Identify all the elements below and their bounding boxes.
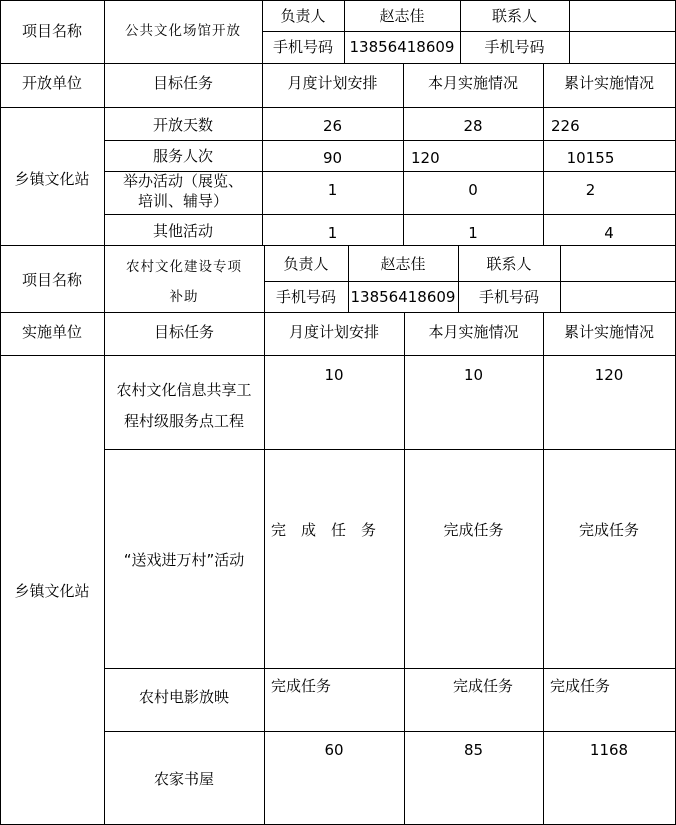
header1-target: 目标任务 xyxy=(152,74,213,92)
section1-row2-task: 服务人次 xyxy=(152,147,213,165)
section2-row3-task: 农村电影放映 xyxy=(138,688,229,706)
header2-unit: 实施单位 xyxy=(21,323,82,341)
section2-unit: 乡镇文化站 xyxy=(14,582,90,600)
section2-row1-actual: 10 xyxy=(463,366,484,384)
section1-unit: 乡镇文化站 xyxy=(14,170,90,188)
section2-row4-cumulative: 1168 xyxy=(589,741,629,759)
section2-row2-cumulative: 完成任务 xyxy=(578,521,639,539)
section2-row1-task-line2: 程村级服务点工程 xyxy=(123,412,244,430)
header1-monthly-actual: 本月实施情况 xyxy=(427,74,518,92)
project1-phone-number: 13856418609 xyxy=(349,38,455,56)
section1-row3-actual: 0 xyxy=(468,181,478,199)
section1-row3-plan: 1 xyxy=(327,181,338,199)
project2-contact-label: 联系人 xyxy=(486,255,532,273)
project1-name-label: 项目名称 xyxy=(21,22,82,40)
section2-row4-plan: 60 xyxy=(324,741,344,759)
section1-row4-task: 其他活动 xyxy=(152,222,213,240)
project2-leader-name: 赵志佳 xyxy=(380,255,426,273)
header1-unit: 开放单位 xyxy=(21,74,82,92)
section2-row2-task: “送戏进万村”活动 xyxy=(123,551,245,569)
section1-row1-actual: 28 xyxy=(463,117,483,135)
section1-row3-cumulative: 2 xyxy=(585,181,596,199)
section1-row3-task-line2: 培训、辅导） xyxy=(137,192,228,210)
project2-phone-label: 手机号码 xyxy=(275,288,336,306)
section2-row2-plan: 完 成 任 务 xyxy=(271,521,377,539)
section2-row2-actual: 完成任务 xyxy=(443,521,504,539)
project2-leader-label: 负责人 xyxy=(283,255,329,273)
section1-row4-plan: 1 xyxy=(327,224,338,242)
section1-row4-actual: 1 xyxy=(468,224,478,242)
section1-row3-task-line1: 举办活动（展览、 xyxy=(122,172,243,190)
header2-target: 目标任务 xyxy=(153,323,214,341)
section2-row3-cumulative: 完成任务 xyxy=(550,677,611,695)
section2-row1-plan: 10 xyxy=(324,366,344,384)
project1-phone-label-2: 手机号码 xyxy=(484,38,545,56)
project2-phone-label-2: 手机号码 xyxy=(478,288,539,306)
section1-row2-plan: 90 xyxy=(322,149,343,167)
section2-row3-actual: 完成任务 xyxy=(453,677,514,695)
section1-row1-task: 开放天数 xyxy=(152,116,213,134)
section2-row1-cumulative: 120 xyxy=(594,366,624,384)
project1-name-value: 公共文化场馆开放 xyxy=(125,23,241,39)
project1-leader-label: 负责人 xyxy=(280,7,326,25)
header1-monthly-plan: 月度计划安排 xyxy=(287,74,378,92)
project2-phone-number: 13856418609 xyxy=(350,288,456,306)
project1-phone-label: 手机号码 xyxy=(272,38,333,56)
project2-name-line2: 补助 xyxy=(169,289,199,305)
section1-row1-cumulative: 226 xyxy=(551,117,580,135)
section1-row2-cumulative: 10155 xyxy=(566,149,615,167)
header2-monthly-actual: 本月实施情况 xyxy=(428,323,519,341)
header2-cumulative: 累计实施情况 xyxy=(563,323,654,341)
header2-monthly-plan: 月度计划安排 xyxy=(288,323,379,341)
project2-name-label: 项目名称 xyxy=(21,271,82,289)
project1-leader-name: 赵志佳 xyxy=(379,7,425,25)
section1-row4-cumulative: 4 xyxy=(604,224,614,242)
section1-row2-actual: 120 xyxy=(411,149,440,167)
project2-name-line1: 农村文化建设专项 xyxy=(126,259,242,275)
section1-row1-plan: 26 xyxy=(322,117,343,135)
project1-contact-label: 联系人 xyxy=(491,7,537,25)
section2-row3-plan: 完成任务 xyxy=(271,677,332,695)
section2-row1-task-line1: 农村文化信息共享工 xyxy=(116,381,252,399)
section2-row4-actual: 85 xyxy=(463,741,484,759)
section2-row4-task: 农家书屋 xyxy=(153,770,214,788)
header1-cumulative: 累计实施情况 xyxy=(563,74,654,92)
